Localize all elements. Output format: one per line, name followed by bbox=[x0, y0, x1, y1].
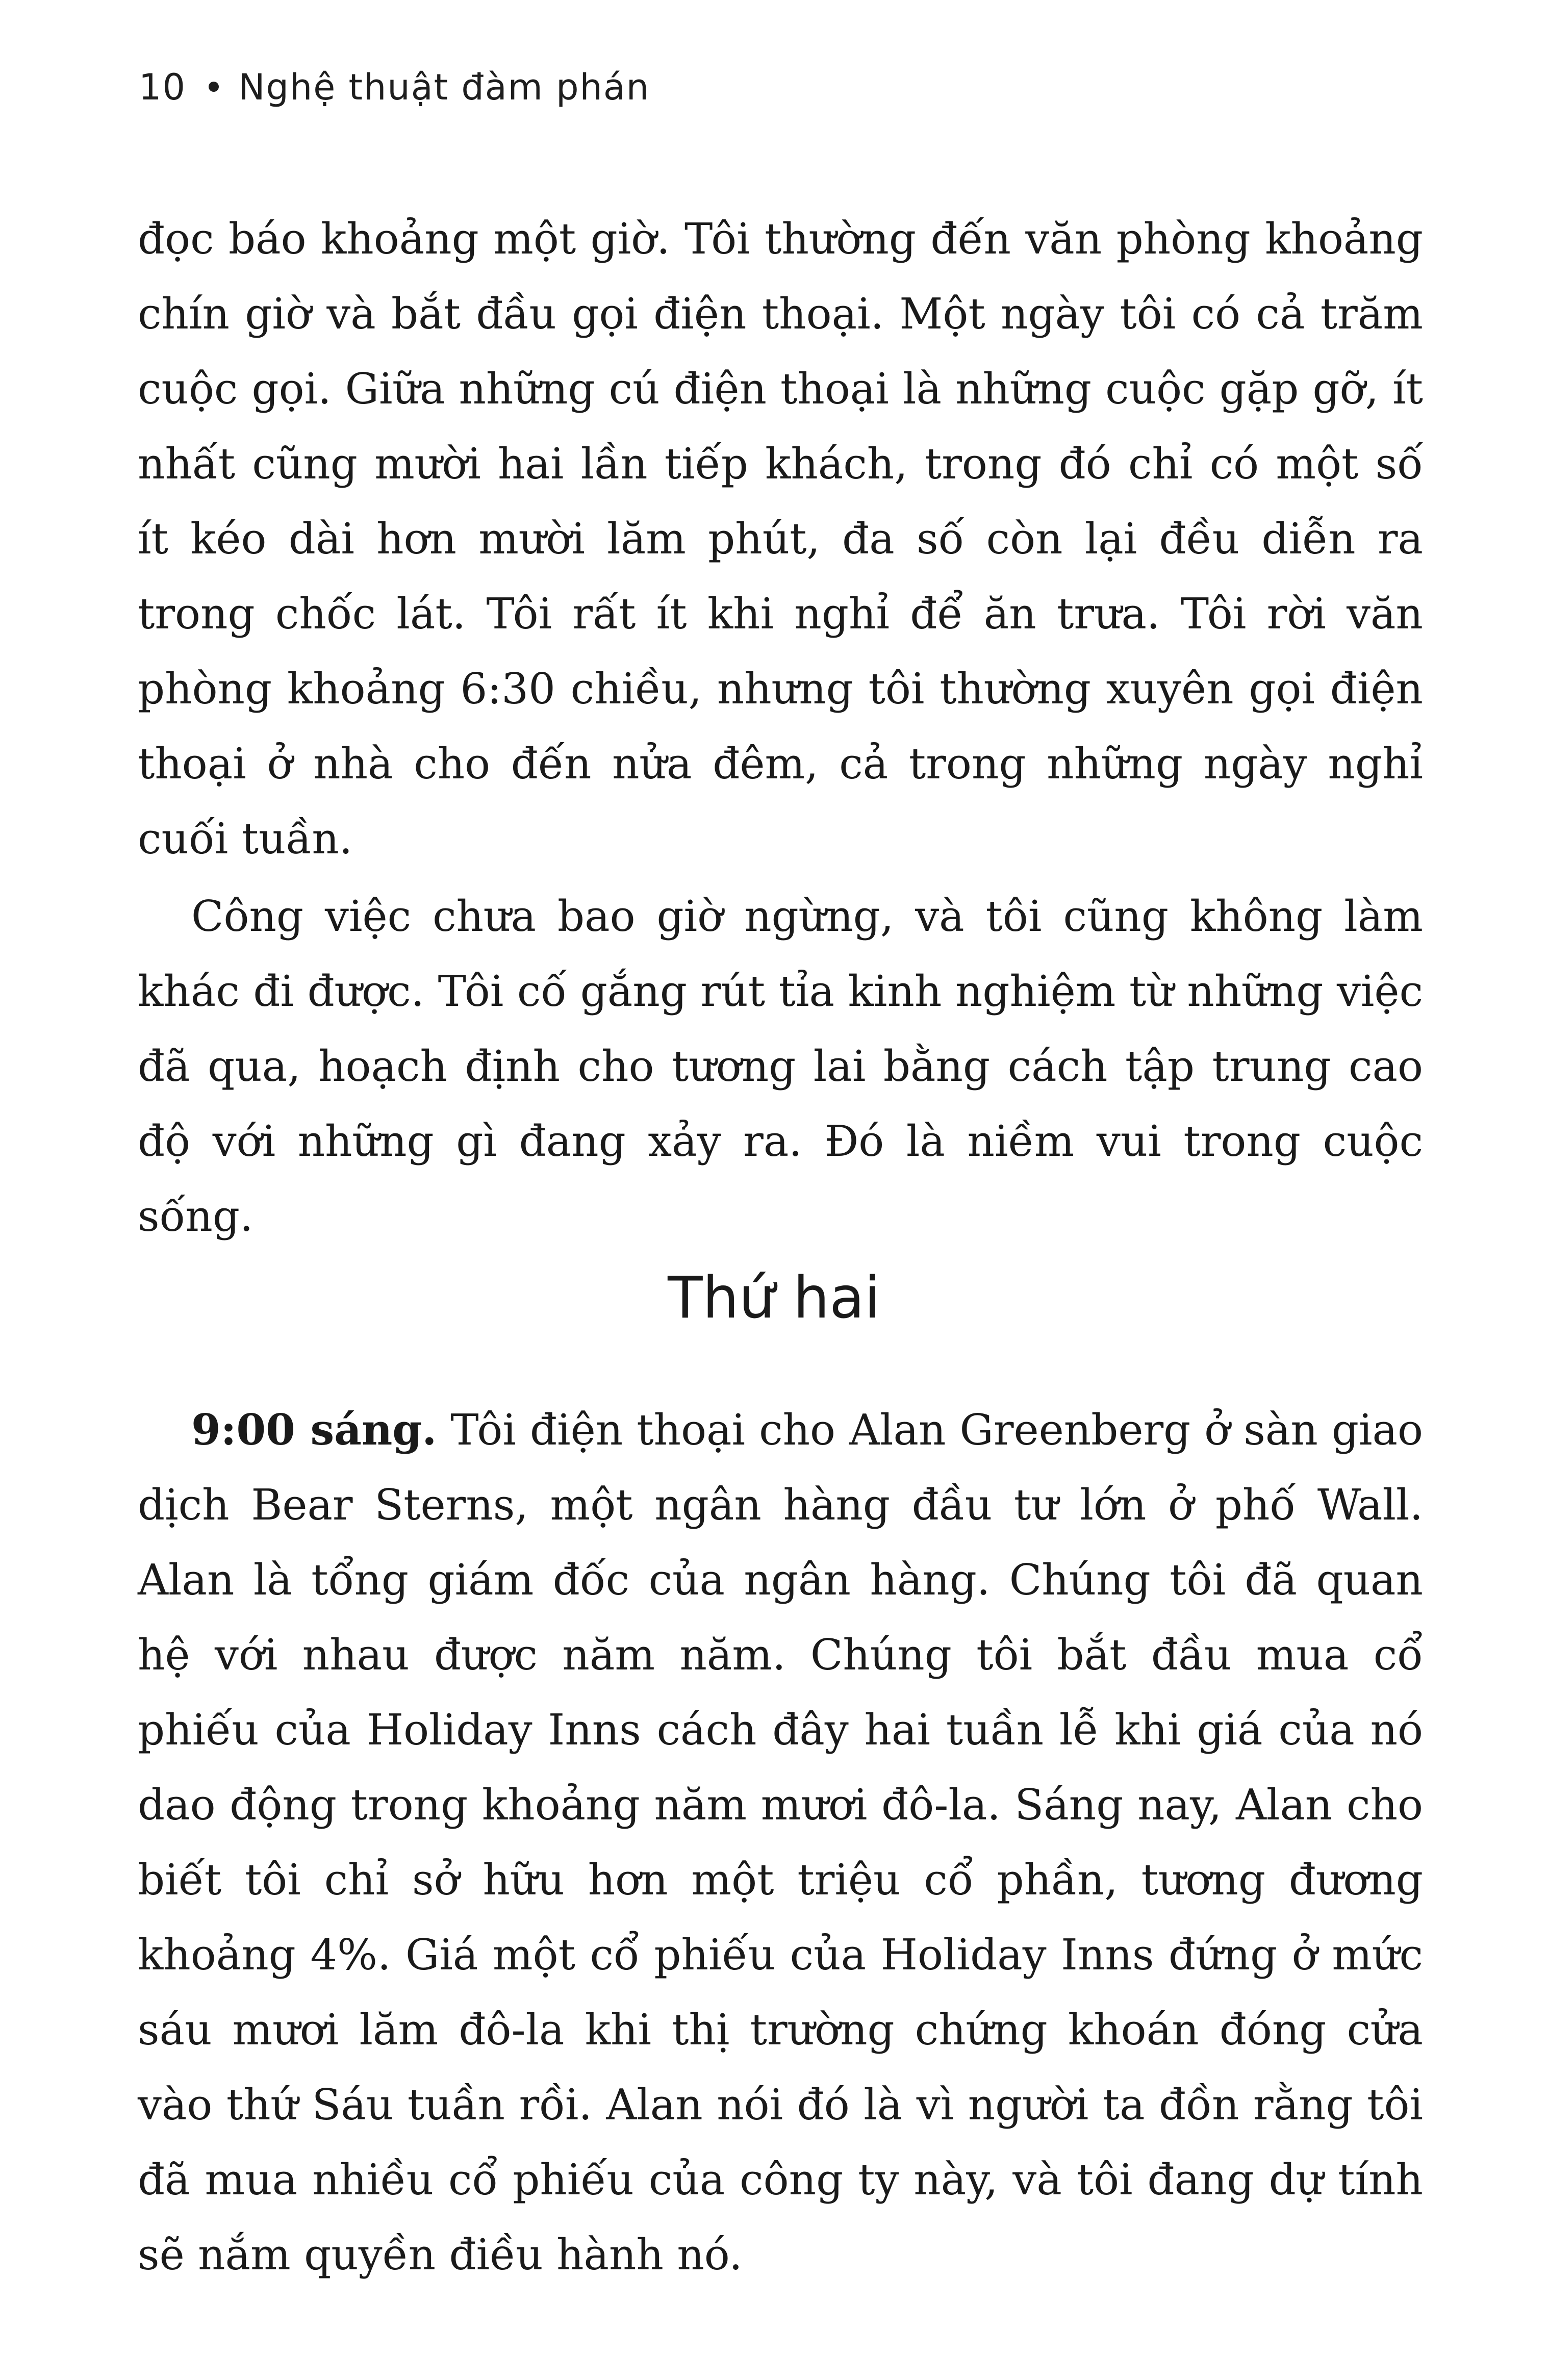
paragraph: Công việc chưa bao giờ ngừng, và tôi cũng không làm khác đi được. Tôi cố gắng rút tỉa kinh nghiệm từ những việc đã qua, hoạch định cho tương lai bằng cách tập trung cao độ với những gì đang xảy ra. Đó là niềm vui trong cuộc sống. bbox=[138, 892, 1423, 1241]
section-text-block bbox=[138, 1392, 1423, 2292]
paragraph-continued: đọc báo khoảng một giờ. Tôi thường đến văn phòng khoảng chín giờ và bắt đầu gọi điện thoại. Một ngày tôi có cả trăm cuộc gọi. Giữa những cú điện thoại là những cuộc gặp gỡ, ít nhất cũng mười hai lần tiếp khách, trong đó chỉ có một số ít kéo dài hơn mười lăm phút, đa số còn lại đều diễn ra trong chốc lát. Tôi rất ít khi nghỉ để ăn trưa. Tôi rời văn phòng khoảng 6:30 chiều, nhưng tôi thường xuyên gọi điện thoại ở nhà cho đến nửa đêm, cả trong những ngày nghỉ cuối tuần. bbox=[138, 214, 1423, 864]
entry-time: 9:00 sáng. bbox=[191, 1405, 437, 1455]
book-title: Nghệ thuật đàm phán bbox=[238, 66, 650, 108]
section-heading: Thứ hai bbox=[668, 1265, 880, 1331]
separator-bullet-icon bbox=[209, 82, 219, 92]
diary-entry-paragraph bbox=[138, 1392, 1423, 2292]
page-number: 10 bbox=[139, 66, 187, 108]
intro-text-block bbox=[138, 201, 1423, 1254]
entry-text: Tôi điện thoại cho Alan Greenberg ở sàn giao dịch Bear Sterns, một ngân hàng đầu tư lớn ở phố Wall. Alan là tổng giám đốc của ngân hàng. Chúng tôi đã quan hệ với nhau được năm năm. Chúng tôi bắt đầu mua cổ phiếu của Holiday Inns cách đây hai tuần lễ khi giá của nó dao động trong khoảng năm mươi đô-la. Sáng nay, Alan cho biết tôi chỉ sở hữu hơn một triệu cổ phần, tương đương khoảng 4%. Giá một cổ phiếu của Holiday Inns đứng ở mức sáu mươi lăm đô-la khi thị trường chứng khoán đóng cửa vào thứ Sáu tuần rồi. Alan nói đó là vì người ta đồn rằng tôi đã mua nhiều cổ phiếu của công ty này, và tôi đang dự tính sẽ nắm quyền điều hành nó. bbox=[138, 1405, 1423, 2280]
running-header bbox=[139, 66, 650, 108]
